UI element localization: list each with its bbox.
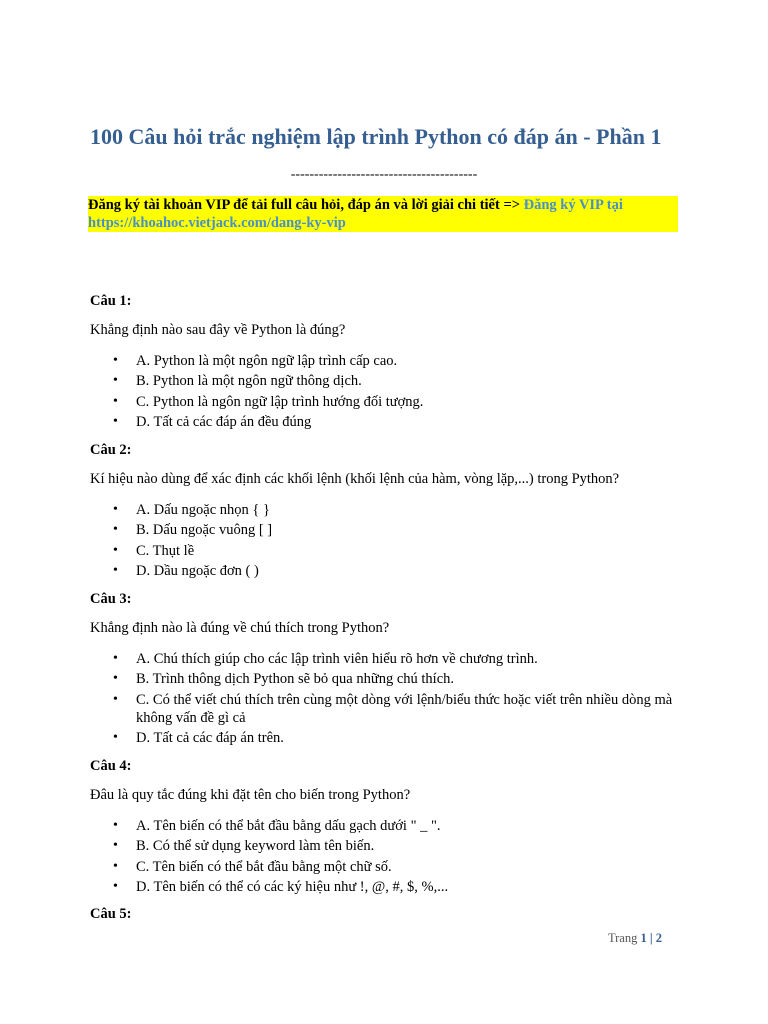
question-2-text: Kí hiệu nào dùng để xác định các khối lệnh (khối lệnh của hàm, vòng lặp,...) trong Python? xyxy=(90,471,620,487)
option: • D. Tên biến có thể có các ký hiệu như !, @, #, $, %,... xyxy=(113,878,683,896)
question-3-text: Khẳng định nào là đúng về chú thích trong Python? xyxy=(90,620,390,636)
option: • A. Python là một ngôn ngữ lập trình cấp cao. xyxy=(113,352,683,370)
option: • D. Tất cả các đáp án đều đúng xyxy=(113,413,683,431)
option: • B. Trình thông dịch Python sẽ bỏ qua những chú thích. xyxy=(113,670,683,688)
question-5 xyxy=(90,906,690,923)
footer-page-number: 1 xyxy=(640,931,647,945)
option: • B. Dấu ngoặc vuông [ ] xyxy=(113,521,683,539)
option: • C. Thụt lề xyxy=(113,542,683,560)
vip-link-url[interactable]: https://khoahoc.vietjack.com/dang-ky-vip xyxy=(88,215,346,231)
document-title: 100 Câu hỏi trắc nghiệm lập trình Python có đáp án - Phần 1 xyxy=(90,124,662,149)
option: • D. Tất cả các đáp án trên. xyxy=(113,729,683,747)
question-2-options xyxy=(113,501,683,582)
question-label: Câu 3: xyxy=(90,591,132,607)
option: • D. Dầu ngoặc đơn ( ) xyxy=(113,562,683,580)
vip-text: Đăng ký tài khoản VIP để tải full câu hỏi, đáp án và lời giải chi tiết => xyxy=(88,197,520,213)
divider-line: ---------------------------------------- xyxy=(290,167,478,182)
option: • A. Chú thích giúp cho các lập trình viên hiểu rõ hơn về chương trình. xyxy=(113,650,683,668)
question-label: Câu 4: xyxy=(90,758,132,774)
option: • B. Có thể sử dụng keyword làm tên biến. xyxy=(113,837,683,855)
option: • B. Python là một ngôn ngữ thông dịch. xyxy=(113,372,683,390)
option: • A. Dấu ngoặc nhọn { } xyxy=(113,501,683,519)
vip-link-label[interactable]: Đăng ký VIP tại xyxy=(523,197,623,213)
footer-prefix: Trang xyxy=(607,931,638,945)
question-1-text: Khẳng định nào sau đây về Python là đúng? xyxy=(90,322,346,338)
question-4-options xyxy=(113,817,683,898)
question-1 xyxy=(90,293,690,310)
option: • A. Tên biến có thể bắt đầu bằng dấu gạch dưới " _ ". xyxy=(113,817,683,835)
question-4 xyxy=(90,758,690,775)
option: • C. Python là ngôn ngữ lập trình hướng đối tượng. xyxy=(113,393,683,411)
question-label: Câu 1: xyxy=(90,293,132,309)
footer-separator: | xyxy=(649,931,653,945)
question-4-text: Đâu là quy tắc đúng khi đặt tên cho biến trong Python? xyxy=(90,787,411,803)
vip-banner xyxy=(88,196,678,232)
option: • C. Tên biến có thể bắt đầu bằng một chữ số. xyxy=(113,858,683,876)
question-3-options xyxy=(113,650,683,749)
footer-total-pages: 2 xyxy=(655,931,662,945)
question-3 xyxy=(90,591,690,608)
question-1-options xyxy=(113,352,683,433)
question-label: Câu 5: xyxy=(90,906,132,922)
question-2 xyxy=(90,442,690,459)
question-label: Câu 2: xyxy=(90,442,132,458)
page-footer xyxy=(608,931,662,946)
option: • C. Có thể viết chú thích trên cùng một dòng với lệnh/biểu thức hoặc viết trên nhiều dòng mà không vấn đề gì cả xyxy=(113,691,683,727)
